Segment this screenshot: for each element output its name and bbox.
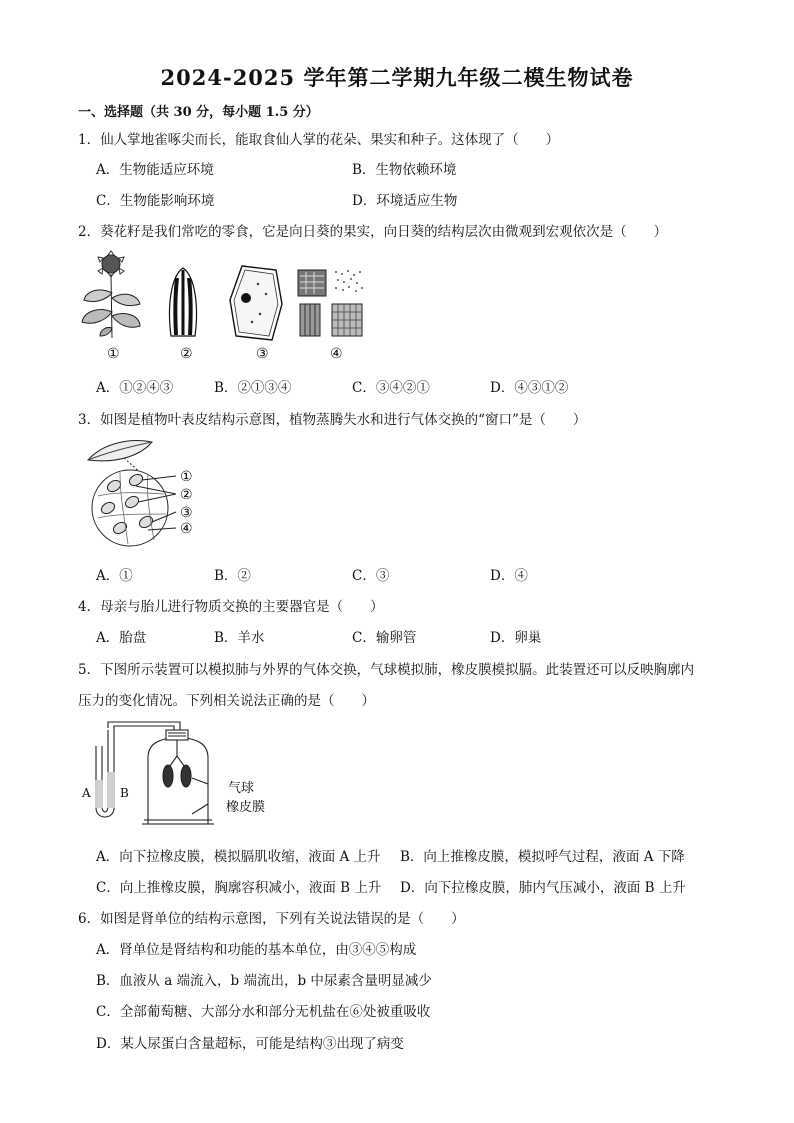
question-4-option-d: D．卵巢 bbox=[490, 630, 542, 646]
q3-figure-label-2: ② bbox=[180, 487, 193, 503]
question-4-option-a: A．胎盘 bbox=[96, 630, 147, 646]
question-5-option-a: A．向下拉橡皮膜，模拟膈肌收缩，液面 A 上升 bbox=[96, 849, 381, 865]
question-5-option-c: C．向上推橡皮膜，胸廓容积减小，液面 B 上升 bbox=[96, 880, 382, 896]
q5-tube-label-b: B bbox=[120, 786, 129, 800]
leaf-epidermis-figure bbox=[84, 436, 184, 548]
question-1-option-a: A．生物能适应环境 bbox=[96, 162, 214, 178]
question-2-option-c: C．③④②① bbox=[352, 380, 430, 396]
question-5-option-d: D．向下拉橡皮膜，肺内气压减小，液面 B 上升 bbox=[400, 880, 686, 896]
q5-membrane-label: 橡皮膜 bbox=[226, 800, 266, 815]
question-2-option-b: B．②①③④ bbox=[214, 380, 292, 396]
plant-tissue-figure bbox=[296, 266, 366, 338]
question-5-stem-line-2: 压力的变化情况。下列相关说法正确的是（ ） bbox=[78, 693, 375, 709]
q3-figure-label-4: ④ bbox=[180, 521, 193, 537]
question-6-stem: 6．如图是肾单位的结构示意图，下列有关说法错误的是（ ） bbox=[78, 911, 465, 927]
question-3-option-a: A．① bbox=[96, 568, 133, 584]
question-6-option-a: A．肾单位是肾结构和功能的基本单位，由③④⑤构成 bbox=[96, 942, 417, 958]
question-1-option-c: C．生物能影响环境 bbox=[96, 193, 215, 209]
question-3-stem: 3．如图是植物叶表皮结构示意图，植物蒸腾失水和进行气体交换的“窗口”是（ ） bbox=[78, 412, 587, 428]
q2-figure-label-1: ① bbox=[107, 346, 120, 362]
section-heading: 一、选择题（共 30 分，每小题 1.5 分） bbox=[78, 105, 319, 120]
question-6-option-c: C．全部葡萄糖、大部分水和部分无机盐在⑥处被重吸收 bbox=[96, 1004, 431, 1020]
question-3-option-b: B．② bbox=[214, 568, 251, 584]
page-title: 2024-2025 学年第二学期九年级二模生物试卷 bbox=[160, 65, 634, 90]
sunflower-seed-figure bbox=[165, 266, 201, 340]
question-3-option-d: D．④ bbox=[490, 568, 528, 584]
question-1-stem: 1．仙人掌地雀啄尖而长，能取食仙人掌的花朵、果实和种子。这体现了（ ） bbox=[78, 132, 560, 148]
question-4-option-b: B．羊水 bbox=[214, 630, 265, 646]
question-3-option-c: C．③ bbox=[352, 568, 390, 584]
question-1-option-d: D．环境适应生物 bbox=[352, 193, 458, 209]
question-2-stem: 2．葵花籽是我们常吃的零食，它是向日葵的果实，向日葵的结构层次由微观到宏观依次是（ ） bbox=[78, 224, 668, 240]
sunflower-plant-figure bbox=[78, 248, 144, 340]
question-6-option-d: D．某人尿蛋白含量超标，可能是结构③出现了病变 bbox=[96, 1036, 404, 1052]
question-2-option-d: D．④③①② bbox=[490, 380, 569, 396]
q5-tube-label-a: A bbox=[82, 786, 91, 800]
question-6-option-b: B．血液从 a 端流入，b 端流出，b 中尿素含量明显减少 bbox=[96, 973, 432, 989]
question-1-option-b: B．生物依赖环境 bbox=[352, 162, 457, 178]
q2-figure-label-3: ③ bbox=[256, 346, 269, 362]
plant-cell-figure bbox=[228, 264, 284, 342]
lung-model-apparatus-figure bbox=[84, 716, 224, 828]
question-5-option-b: B．向上推橡皮膜，模拟呼气过程，液面 A 下降 bbox=[400, 849, 685, 865]
q5-balloon-label: 气球 bbox=[228, 781, 255, 796]
question-4-stem: 4．母亲与胎儿进行物质交换的主要器官是（ ） bbox=[78, 599, 384, 615]
q2-figure-label-2: ② bbox=[180, 346, 193, 362]
question-2-option-a: A．①②④③ bbox=[96, 380, 174, 396]
q3-figure-label-1: ① bbox=[180, 469, 193, 485]
q2-figure-label-4: ④ bbox=[330, 346, 343, 362]
question-4-option-c: C．输卵管 bbox=[352, 630, 417, 646]
question-5-stem-line-1: 5．下图所示装置可以模拟肺与外界的气体交换，气球模拟肺，橡皮膜模拟膈。此装置还可以反映胸廓内 bbox=[78, 662, 695, 678]
q3-figure-label-3: ③ bbox=[180, 505, 193, 521]
